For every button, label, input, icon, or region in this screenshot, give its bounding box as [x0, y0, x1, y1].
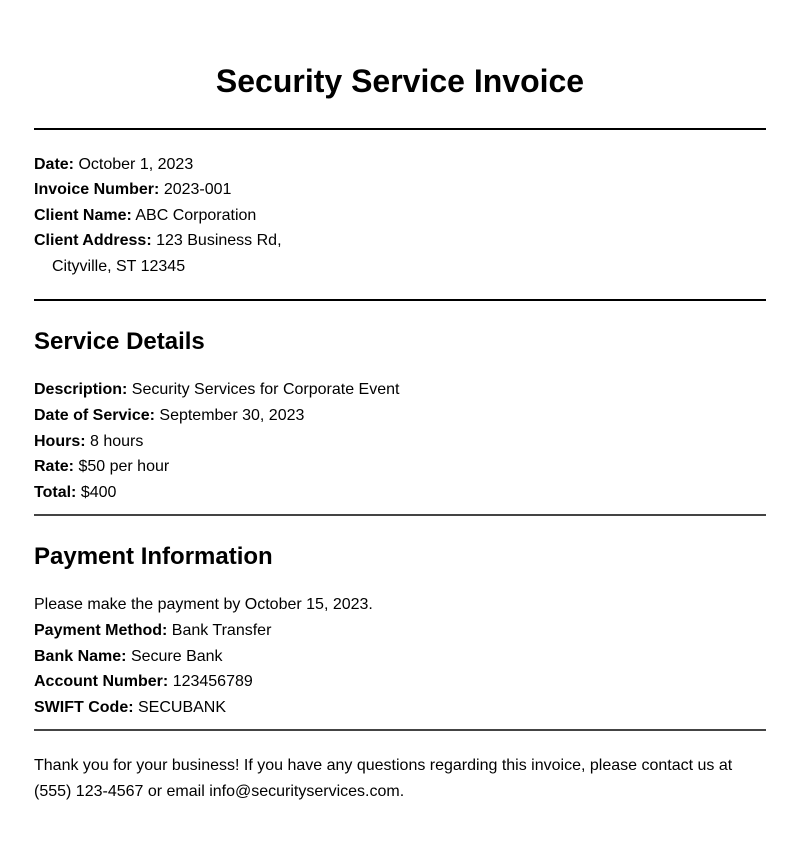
date-row	[34, 152, 766, 178]
service-date-value: September 30, 2023	[159, 407, 305, 425]
account-number-row	[34, 669, 766, 695]
client-name-row	[34, 203, 766, 229]
total-value: $400	[80, 483, 117, 501]
client-address-label: Client Address:	[34, 232, 152, 250]
invoice-header	[34, 130, 766, 279]
description-value: Security Services for Corporate Event	[131, 381, 400, 399]
date-label: Date:	[34, 155, 75, 173]
client-name-label: Client Name:	[34, 206, 132, 224]
payment-section	[34, 516, 766, 720]
rate-label: Rate:	[34, 458, 75, 476]
bank-name-row	[34, 644, 766, 670]
total-label: Total:	[34, 483, 77, 501]
hours-row	[34, 429, 766, 455]
footer-message: Thank you for your business! If you have any questions regarding this invoice, please contact us at (555) 123-4567 or email info@securityservices.com.	[34, 757, 733, 800]
hours-label: Hours:	[34, 432, 86, 450]
payment-method-label: Payment Method:	[34, 622, 168, 640]
payment-heading: Payment Information	[34, 543, 273, 571]
payment-method-row	[34, 618, 766, 644]
bank-name-label: Bank Name:	[34, 647, 127, 665]
service-date-label: Date of Service:	[34, 407, 155, 425]
client-address-line2: Cityville, ST 12345	[52, 257, 186, 275]
swift-code-label: SWIFT Code:	[34, 698, 134, 716]
swift-code-value: SECUBANK	[138, 698, 227, 716]
client-address-line1: 123 Business Rd,	[156, 232, 282, 250]
account-number-label: Account Number:	[34, 673, 169, 691]
invoice-number-label: Invoice Number:	[34, 181, 160, 199]
description-row	[34, 377, 766, 403]
swift-code-row	[34, 695, 766, 721]
payment-note: Please make the payment by October 15, 2023.	[34, 596, 373, 614]
service-date-row	[34, 403, 766, 429]
hours-value: 8 hours	[90, 432, 144, 450]
date-value: October 1, 2023	[78, 155, 194, 173]
client-address-row	[34, 228, 766, 254]
account-number-value: 123456789	[172, 673, 253, 691]
rate-row	[34, 454, 766, 480]
service-heading: Service Details	[34, 328, 205, 356]
description-label: Description:	[34, 381, 128, 399]
invoice-number-value: 2023-001	[163, 181, 232, 199]
total-row	[34, 480, 766, 506]
invoice-number-row	[34, 177, 766, 203]
service-section	[34, 301, 766, 505]
bank-name-value: Secure Bank	[130, 647, 223, 665]
payment-method-value: Bank Transfer	[171, 622, 272, 640]
client-name-value: ABC Corporation	[135, 206, 257, 224]
invoice-title: Security Service Invoice	[215, 63, 585, 99]
invoice-page	[34, 0, 766, 805]
rate-value: $50 per hour	[78, 458, 170, 476]
